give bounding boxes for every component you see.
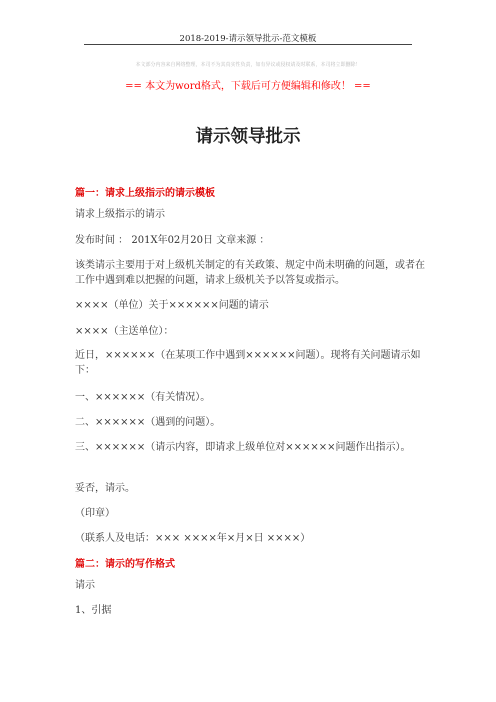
paragraph: （联系人及电话：××× ××××年×月×日 ××××） bbox=[75, 533, 311, 544]
section-heading-2: 篇二：请示的写作格式 bbox=[75, 559, 175, 570]
header-divider bbox=[84, 44, 412, 45]
paragraph: 该类请示主要用于对上级机关制定的有关政策、规定中尚未明确的问题，或者在工作中遇到难以把握的问题，请求上级机关予以答复或指示。 bbox=[75, 260, 425, 286]
paragraph: 一、××××××（有关情况）。 bbox=[75, 392, 211, 403]
disclaimer-text: 本文部分内容来自网络整理，本司不为其真实性负责，如有异议或侵权请及时联系，本司将立即删除！ bbox=[135, 62, 361, 68]
paragraph: 1、引据 bbox=[75, 605, 112, 616]
paragraph: 妥否，请示。 bbox=[75, 483, 135, 494]
paragraph: 三、××××××（请示内容，即请求上级单位对××××××问题作出指示）。 bbox=[75, 442, 411, 453]
section-heading-1: 篇一：请求上级指示的请示模板 bbox=[75, 188, 215, 199]
paragraph: 请求上级指示的请示 bbox=[75, 209, 165, 220]
paragraph: （印章） bbox=[75, 508, 115, 519]
paragraph: 发布时间 ： 201X年02月20日 文章来源 ： bbox=[75, 235, 270, 246]
paragraph: 请示 bbox=[75, 580, 95, 591]
paragraph: 近日，××××××（在某项工作中遇到××××××问题）。现将有关问题请示如下： bbox=[75, 350, 421, 376]
paragraph: ××××（单位）关于××××××问题的请示 bbox=[75, 300, 269, 311]
paragraph: 二、××××××（遇到的问题）。 bbox=[75, 417, 221, 428]
document-title: 请示领导批示 bbox=[195, 127, 301, 147]
edit-notice: == 本文为word格式，下载后可方便编辑和修改！ == bbox=[125, 81, 371, 92]
paragraph: ××××（主送单位）： bbox=[75, 326, 174, 337]
page-header-title: 2018-2019-请示领导批示-范文模板 bbox=[179, 34, 317, 44]
